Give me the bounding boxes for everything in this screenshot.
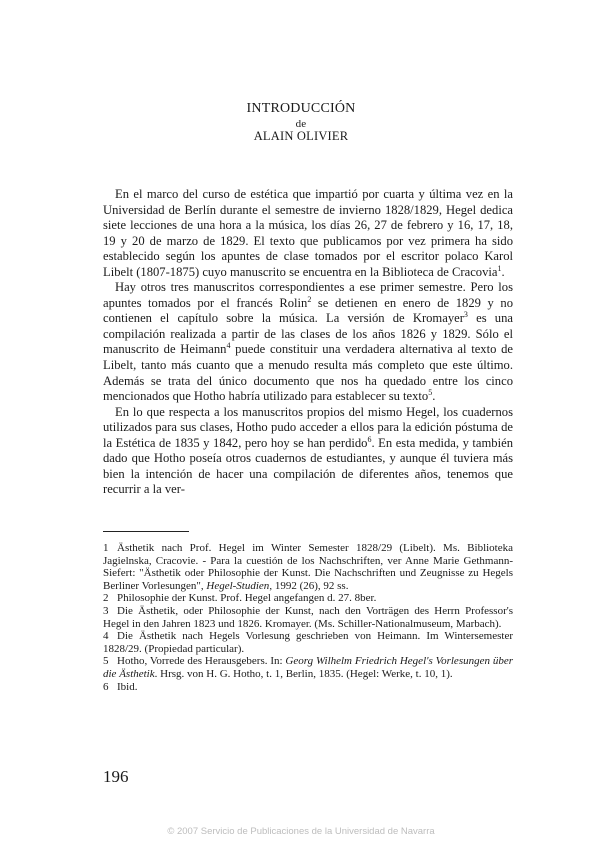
footnote-6 <box>103 681 513 694</box>
footnote-ref-2[interactable]: 2 <box>307 294 312 304</box>
footnote-6-text: Ibid. <box>117 680 138 693</box>
paragraph-1-end: . <box>501 264 505 279</box>
footnote-1 <box>103 542 513 592</box>
paragraph-3-text-a: En lo que respecta a los manuscritos propios del mismo Hegel, los cuadernos utilizados para sus clases, Hotho pudo acceder a ellos para la edición póstuma de la Estética de 1835 y 1842, pero hoy se han perdido <box>103 404 513 450</box>
footnotes <box>103 542 513 693</box>
footnote-2-number: 2 <box>103 592 109 605</box>
footnote-5-text-b: . Hrsg. von H. G. Hotho, t. 1, Berlin, 1835. (Hegel: Werke, t. 10, 1). <box>154 667 453 680</box>
footnote-3-text: Die Ästhetik, oder Philosophie der Kunst, nach den Vorträgen des Herrn Professor's Hegel in den Jahren 1823 und 1826. Kromayer. (Ms. Schiller-Nationalmuseum, Marbach). <box>103 604 513 630</box>
author-preposition: de <box>295 118 307 130</box>
paragraph-2-text-c: es una compilación realizada a partir de las clases de los años 1826 y 1829. Sólo el manuscrito de Heimann <box>103 311 513 357</box>
footnote-1-text-a: Ästhetik nach Prof. Hegel im Winter Semester 1828/29 (Libelt). Ms. Biblioteka Jagielnska, Cracovie. - Para la cuestión de los Nachschriften, ver Anne Marie Gethmann-Siefert: "Ästhetik oder Philosophie der Kunst. Die Nachschriften und Zeugnisse zu Hegels Berliner Vorlesungen", <box>103 542 513 592</box>
chapter-title: INTRODUCCIÓN <box>246 101 356 116</box>
author-name: ALAIN OLIVIER <box>253 129 349 143</box>
paragraph-1-text: En el marco del curso de estética que impartió por cuarta y última vez en la Universidad de Berlín durante el semestre de invierno 1828/1829, Hegel dedica siete lecciones de una hora a la música, los días 26, 27 de febrero y 16, 17, 18, 19 y 20 de marzo de 1829. El texto que publicamos por vez primera ha sido establecido según los apuntes de clase tomados por el escritor polaco Karol Libelt (1807-1875) cuyo manuscrito se encuentra en la Biblioteca de Cracovia <box>103 187 513 279</box>
paragraph-2-text-a: Hay otros tres manuscritos correspondientes a ese primer semestre. Pero los apuntes tomados por el francés Rolin <box>103 280 513 310</box>
footnote-4-number: 4 <box>103 630 109 643</box>
footnote-divider <box>103 531 189 532</box>
footnote-6-number: 6 <box>103 680 109 693</box>
paragraph-3 <box>103 405 513 498</box>
footnote-5-number: 5 <box>103 655 109 668</box>
footnote-4-text: Die Ästhetik nach Hegels Vorlesung geschrieben von Heimann. Im Wintersemester 1828/29. (Propiedad particular). <box>103 630 513 655</box>
footnote-5-text-a: Hotho, Vorrede des Herausgebers. In: <box>117 655 286 668</box>
footnote-1-text-b: , 1992 (26), 92 ss. <box>269 579 349 592</box>
footnote-ref-1[interactable]: 1 <box>497 263 502 273</box>
paragraph-2 <box>103 280 513 404</box>
footnote-ref-6[interactable]: 6 <box>367 434 372 444</box>
paragraph-2-text-b: se detienen en enero de 1829 y no contienen el capítulo sobre la música. La versión de Kromayer <box>103 295 513 326</box>
paragraph-1 <box>103 187 513 280</box>
footnote-3-number: 3 <box>103 604 109 617</box>
footnote-1-number: 1 <box>103 542 109 554</box>
paragraph-2-text-d: puede constituir una verdadera alternativa al texto de Libelt, tanto más cuanto que a menudo resulta más completo que este último. Además se trata del único documento que nos ha quedado entre los cinco mencionados que Hotho habría utilizado para establecer su texto <box>103 342 513 404</box>
footnote-3 <box>103 605 513 630</box>
copyright-footer: © 2007 Servicio de Publicaciones de la Universidad de Navarra <box>167 826 435 837</box>
footnote-5-book-title: Georg Wilhelm Friedrich Hegel's Vorlesungen über die Ästhetik <box>103 655 513 680</box>
paragraph-2-end: . <box>432 389 436 404</box>
footnote-1-journal: Hegel-Studien <box>206 579 270 592</box>
footnote-ref-5[interactable]: 5 <box>428 387 433 397</box>
body-text <box>103 187 513 498</box>
paragraph-3-text-b: . En esta medida, y también dado que Hotho poseía otros cuadernos de estudiantes, y aunque él tuviera más bien la intención de hacer una compilación de diferentes años, tenemos que recurrir a la ver- <box>103 435 513 497</box>
footnote-2 <box>103 592 513 605</box>
footnote-ref-3[interactable]: 3 <box>463 310 468 320</box>
footnote-ref-4[interactable]: 4 <box>226 341 231 351</box>
footnote-2-text: Philosophie der Kunst. Prof. Hegel angefangen d. 27. 8ber. <box>117 592 377 605</box>
footnote-5 <box>103 655 513 680</box>
footnote-4 <box>103 630 513 655</box>
page-number: 196 <box>103 767 129 786</box>
